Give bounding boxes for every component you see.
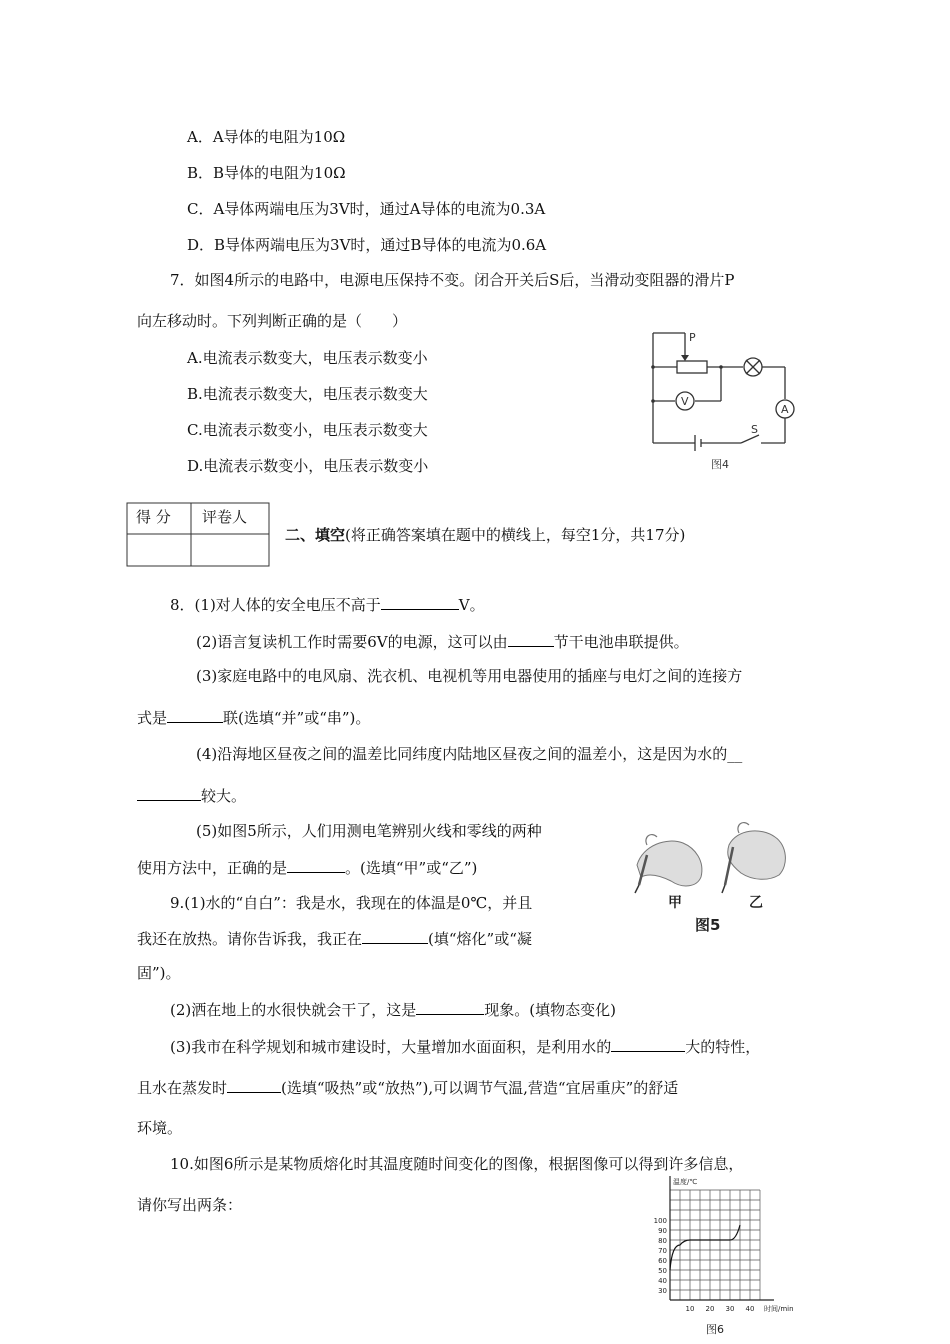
q6-option-b: B．B导体的电阻为10Ω <box>187 164 346 182</box>
temperature-curve <box>670 1225 740 1270</box>
q6-option-d: D．B导体两端电压为3V时，通过B导体的电流为0.6A <box>187 236 547 254</box>
score-table <box>126 502 271 568</box>
q7-option-b: B.电流表示数变大，电压表示数变大 <box>187 385 428 403</box>
section-2-description: (将正确答案填在题中的横线上，每空1分，共17分) <box>345 526 686 544</box>
figure-4-label-s: S <box>751 423 758 436</box>
q8-line7: (5)如图5所示，人们用测电笔辨别火线和零线的两种 <box>196 822 542 840</box>
q7-option-c: C.电流表示数变小，电压表示数变大 <box>187 421 428 439</box>
x-tick-label: 40 <box>745 1305 755 1313</box>
q9-line6: 且水在蒸发时 (选填“吸热”或“放热”),可以调节气温,营造“宜居重庆”的舒适 <box>137 1079 679 1097</box>
q7-option-a: A.电流表示数变大，电压表示数变小 <box>187 349 428 367</box>
y-tick-label: 40 <box>658 1277 667 1285</box>
x-tick-label: 30 <box>725 1305 735 1313</box>
q7-stem-line2: 向左移动时。下列判断正确的是（ ） <box>137 312 408 330</box>
q8-line8: 使用方法中，正确的是 。(选填“甲”或“乙”) <box>137 859 478 877</box>
q9-line1: 9.(1)水的“自白”：我是水，我现在的体温是0℃，并且 <box>170 894 533 912</box>
y-tick-label: 60 <box>658 1257 667 1265</box>
figure-5-caption: 图5 <box>695 916 721 934</box>
q8-line4: 式是 联(选填“并”或“串”)。 <box>137 709 371 727</box>
q9-line5: (3)我市在科学规划和城市建设时，大量增加水面面积，是利用水的 大的特性， <box>170 1038 761 1056</box>
y-tick-label: 30 <box>658 1287 667 1295</box>
q9-line2: 我还在放热。请你告诉我，我正在 (填“熔化”或“凝 <box>137 930 532 948</box>
figure-4-caption: 图4 <box>711 458 729 471</box>
q6-option-c: C．A导体两端电压为3V时，通过A导体的电流为0.3A <box>187 200 546 218</box>
q8-line5: (4)沿海地区昼夜之间的温差比同纬度内陆地区昼夜之间的温差小，这是因为水的__ <box>196 745 743 763</box>
q7-stem-line1: 7．如图4所示的电路中，电源电压保持不变。闭合开关后S后，当滑动变阻器的滑片P <box>170 271 735 289</box>
q7-option-d: D.电流表示数变小，电压表示数变小 <box>187 457 429 475</box>
figure-4-label-v: V <box>681 395 689 408</box>
score-table-col2: 评卷人 <box>202 508 248 526</box>
x-axis-label: 时间/min <box>764 1305 794 1313</box>
y-axis-label: 温度/℃ <box>673 1178 698 1186</box>
q6-option-a: A．A导体的电阻为10Ω <box>187 128 346 146</box>
figure-5-label-jia: 甲 <box>668 895 682 911</box>
q8-line3: (3)家庭电路中的电风扇、洗衣机、电视机等用电器使用的插座与电灯之间的连接方 <box>196 667 743 685</box>
x-tick-label: 10 <box>685 1305 695 1313</box>
figure-5-test-pen-hands <box>625 815 800 940</box>
y-tick-label: 50 <box>658 1267 667 1275</box>
x-tick-label: 20 <box>705 1305 715 1313</box>
y-tick-label: 90 <box>658 1227 667 1235</box>
figure-4-circuit <box>645 325 805 475</box>
y-tick-label: 70 <box>658 1247 667 1255</box>
score-table-col1: 得 分 <box>136 508 171 526</box>
figure-4-label-a: A <box>781 403 789 416</box>
q8-line1: 8．(1)对人体的安全电压不高于 V。 <box>170 596 485 614</box>
q8-line6: 较大。 <box>137 786 246 805</box>
q9-line3: 固”)。 <box>137 964 181 982</box>
figure-6-caption: 图6 <box>706 1323 724 1336</box>
q10-line1: 10.如图6所示是某物质熔化时其温度随时间变化的图像，根据图像可以得到许多信息， <box>170 1155 744 1173</box>
section-2-title: 二、填空 <box>285 526 346 544</box>
y-tick-label: 100 <box>653 1217 667 1225</box>
q10-line2: 请你写出两条： <box>137 1196 243 1214</box>
figure-4-label-p: P <box>689 331 696 344</box>
q9-line7: 环境。 <box>137 1119 183 1137</box>
y-tick-label: 80 <box>658 1237 667 1245</box>
q8-line2: (2)语言复读机工作时需要6V的电源，这可以由 节干电池串联提供。 <box>196 633 689 651</box>
figure-5-label-yi: 乙 <box>749 895 763 911</box>
q9-line4: (2)洒在地上的水很快就会干了，这是 现象。(填物态变化) <box>170 1001 616 1019</box>
figure-6-chart <box>650 1175 800 1343</box>
